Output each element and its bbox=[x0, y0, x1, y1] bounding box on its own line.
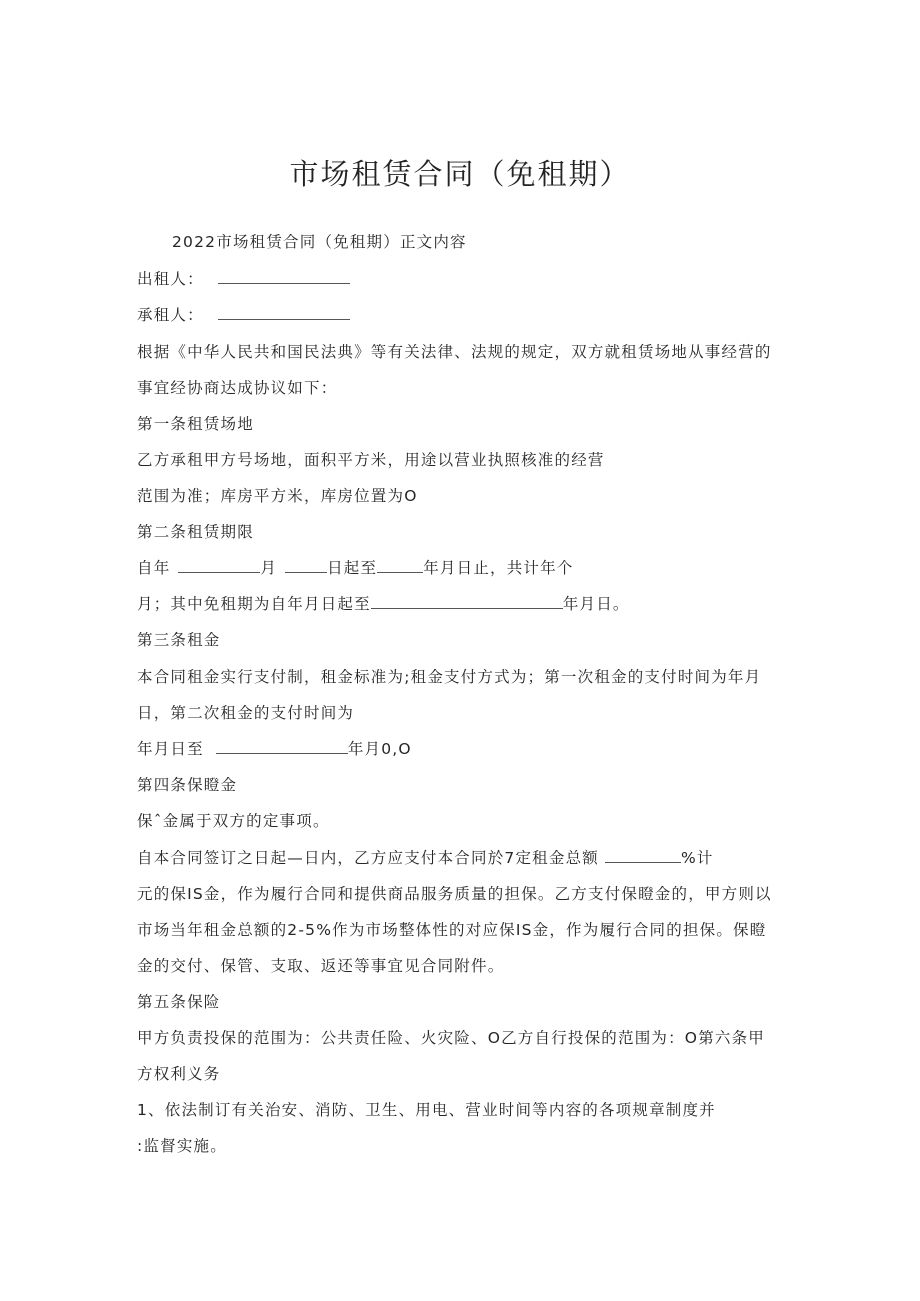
payment-period-label: 年月日至 bbox=[137, 740, 204, 758]
deposit-line bbox=[137, 848, 714, 868]
paragraph-line: 元的保IS金，作为履行合同和提供商品服务质量的担保。乙方支付保瞪金的，甲方则以 bbox=[137, 885, 772, 903]
article-heading: 第三条租金 bbox=[137, 631, 221, 649]
article-heading: 第二条租赁期限 bbox=[137, 523, 254, 541]
term-until-label: 日起至 bbox=[327, 559, 378, 577]
paragraph-line: 市场当年租金总额的2-5%作为市场整体性的对应保IS金，作为履行合同的担保。保瞪 bbox=[137, 921, 767, 939]
term-day-blank bbox=[285, 558, 327, 573]
paragraph-line: 本合同租金实行支付制，租金标准为;租金支付方式为；第一次租金的支付时间为年月 bbox=[137, 668, 762, 686]
term-line bbox=[137, 558, 574, 578]
document-title: 市场租赁合同（免租期） bbox=[289, 157, 631, 191]
term-end-blank bbox=[377, 558, 423, 573]
paragraph-line: 日，第二次租金的支付时间为 bbox=[137, 704, 355, 722]
free-period-label: 月；其中免租期为自年月日起至 bbox=[137, 595, 371, 613]
term-year-blank bbox=[178, 558, 260, 573]
paragraph-line: 方权利义务 bbox=[137, 1065, 221, 1083]
paragraph-line: 保ˆ金属于双方的定事项。 bbox=[137, 812, 330, 830]
deposit-percent-blank bbox=[605, 848, 681, 863]
article-heading: 第四条保瞪金 bbox=[137, 776, 238, 794]
paragraph-line: :监督实施。 bbox=[137, 1137, 227, 1155]
lessee-label: 承租人： bbox=[137, 306, 204, 324]
paragraph-line: 乙方承租甲方号场地，面积平方米，用途以营业执照核准的经营 bbox=[137, 451, 605, 469]
payment-period-blank bbox=[216, 739, 348, 754]
free-period-blank bbox=[371, 594, 563, 609]
article-heading: 第五条保险 bbox=[137, 993, 221, 1011]
payment-period-line bbox=[137, 739, 412, 759]
lessor-line bbox=[137, 269, 350, 289]
paragraph-line: 甲方负责投保的范围为：公共责任险、火灾险、O乙方自行投保的范围为：O第六条甲 bbox=[137, 1029, 766, 1047]
paragraph-line: 1、依法制订有关治安、消防、卫生、用电、营业时间等内容的各项规章制度并 bbox=[137, 1101, 716, 1119]
paragraph-line: 范围为准；库房平方米，库房位置为O bbox=[137, 487, 418, 505]
term-end-label: 年月日止，共计年个 bbox=[423, 559, 574, 577]
lessor-blank bbox=[218, 269, 350, 284]
deposit-label: 自本合同签订之日起—日内，乙方应支付本合同於7定租金总额 bbox=[137, 849, 599, 867]
term-start-label: 自年 bbox=[137, 559, 171, 577]
free-period-line bbox=[137, 594, 630, 614]
subtitle-line: 2022市场租赁合同（免租期）正文内容 bbox=[172, 233, 467, 251]
payment-period-end-label: 年月0,O bbox=[347, 740, 412, 758]
lessee-blank bbox=[218, 305, 350, 320]
term-month-label: 月 bbox=[260, 559, 278, 577]
lessee-line bbox=[137, 305, 350, 325]
article-heading: 第一条租赁场地 bbox=[137, 415, 254, 433]
lessor-label: 出租人： bbox=[137, 270, 204, 288]
paragraph-line: 根据《中华人民共和国民法典》等有关法律、法规的规定，双方就租赁场地从事经营的 bbox=[137, 343, 772, 361]
paragraph-line: 金的交付、保管、支取、返还等事宜见合同附件。 bbox=[137, 957, 505, 975]
deposit-percent-label: %计 bbox=[680, 849, 714, 867]
paragraph-line: 事宜经协商达成协议如下： bbox=[137, 379, 338, 397]
free-period-end-label: 年月日。 bbox=[562, 595, 630, 613]
